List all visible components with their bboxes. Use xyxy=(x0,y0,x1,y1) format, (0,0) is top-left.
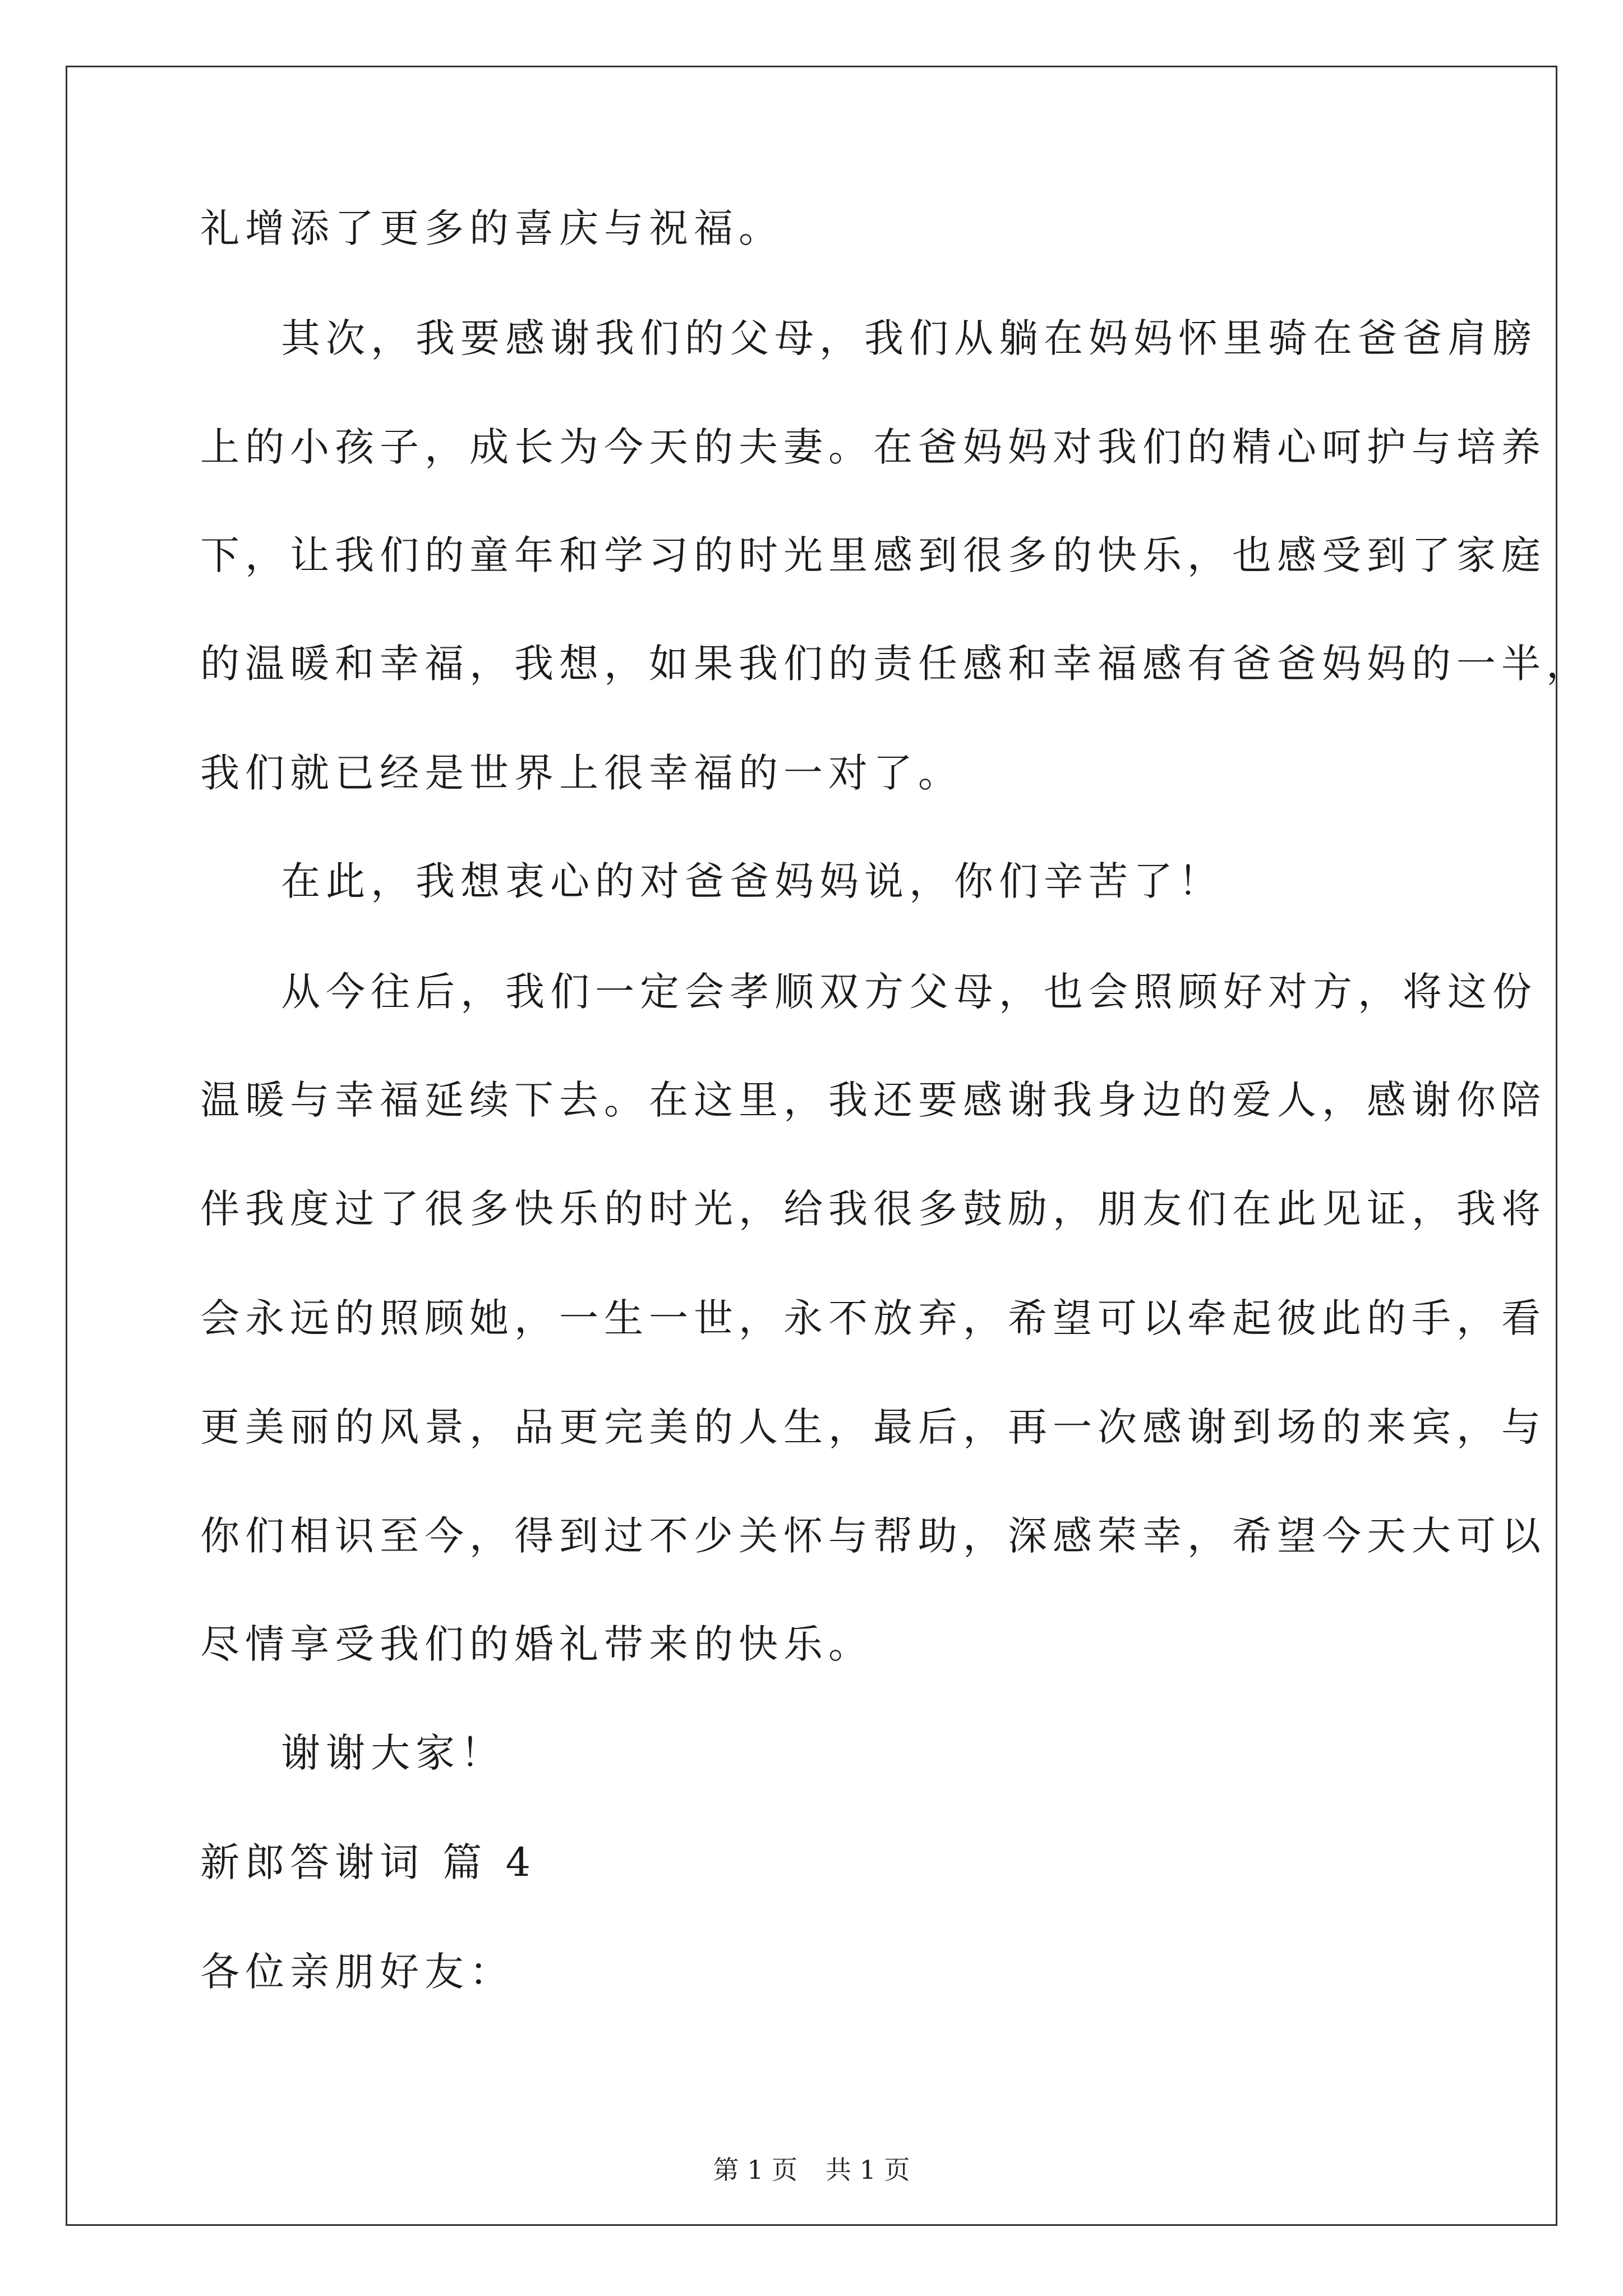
paragraph-line: 更美丽的风景，品更完美的人生，最后，再一次感谢到场的来宾，与 xyxy=(200,1404,1546,1450)
page-footer xyxy=(0,2153,1623,2187)
paragraph-line: 礼增添了更多的喜庆与祝福。 xyxy=(200,205,783,251)
paragraph-line: 尽情享受我们的婚礼带来的快乐。 xyxy=(200,1621,873,1667)
paragraph-line: 的温暖和幸福，我想，如果我们的责任感和幸福感有爸爸妈妈的一半， xyxy=(200,641,1591,687)
section-heading: 新郎答谢词 篇 4 xyxy=(200,1839,537,1885)
paragraph-line: 你们相识至今，得到过不少关怀与帮助，深感荣幸，希望今天大可以 xyxy=(200,1513,1546,1559)
paragraph-line: 上的小孩子，成长为今天的夫妻。在爸妈妈对我们的精心呵护与培养 xyxy=(200,424,1546,470)
salutation-line: 各位亲朋好友： xyxy=(200,1949,514,1995)
page-border xyxy=(66,66,1591,2226)
closing-line: 谢谢大家！ xyxy=(281,1730,505,1776)
paragraph-line: 从今往后，我们一定会孝顺双方父母，也会照顾好对方，将这份 xyxy=(281,969,1537,1015)
paragraph-line: 会永远的照顾她，一生一世，永不放弃，希望可以牵起彼此的手，看 xyxy=(200,1295,1546,1341)
paragraph-line: 下，让我们的童年和学习的时光里感到很多的快乐，也感受到了家庭 xyxy=(200,532,1546,578)
paragraph-line: 伴我度过了很多快乐的时光，给我很多鼓励，朋友们在此见证，我将 xyxy=(200,1186,1546,1232)
paragraph-line: 其次，我要感谢我们的父母，我们从躺在妈妈怀里骑在爸爸肩膀 xyxy=(281,315,1537,361)
page-number-total: 共 1 页 xyxy=(826,2155,910,2185)
paragraph-line: 温暖与幸福延续下去。在这里，我还要感谢我身边的爱人，感谢你陪 xyxy=(200,1077,1546,1123)
paragraph-line: 我们就已经是世界上很幸福的一对了。 xyxy=(200,750,963,796)
paragraph-line: 在此，我想衷心的对爸爸妈妈说，你们辛苦了！ xyxy=(281,858,1223,904)
page-number-current: 第 1 页 xyxy=(713,2155,797,2185)
